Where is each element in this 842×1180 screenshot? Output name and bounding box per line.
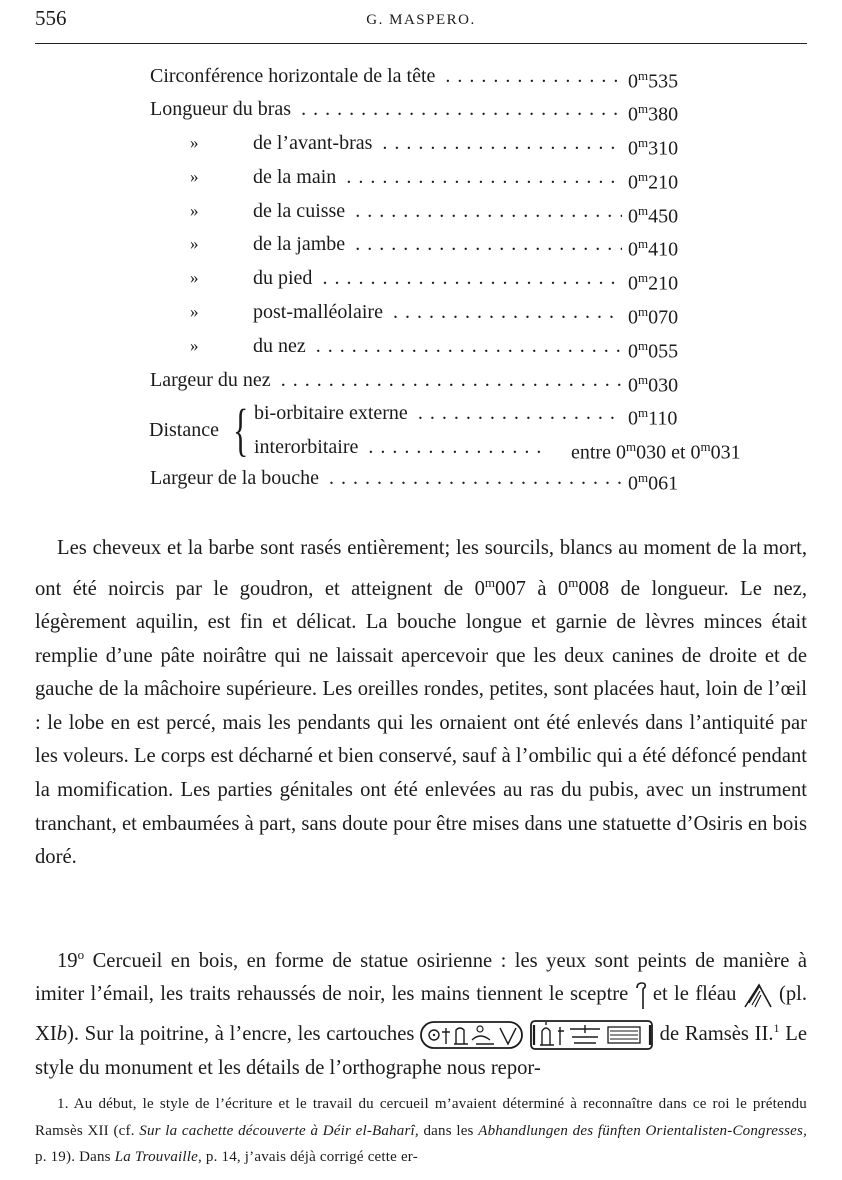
- paragraph-text: [35, 938, 807, 1085]
- cartouche-2-icon: [530, 1019, 654, 1051]
- flail-glyph-icon: [743, 983, 773, 1009]
- measurement-value: 0$^m$410: [628, 236, 679, 261]
- citation-title: La Trouvaille,: [114, 1149, 202, 1165]
- measurement-row: [0, 365, 842, 395]
- body-paragraph-2: [35, 938, 807, 1085]
- footnote: [35, 1091, 807, 1171]
- measurement-label: bi-orbitaire externe . . .: [254, 398, 622, 428]
- text-run: 19$^o$ Cercueil en bois, en forme de statue osirienne : les yeux sont peints de manière à imiter l’émail, les traits rehaussés de noir, les mains tiennent le sceptre: [35, 947, 807, 1006]
- measurement-row: [0, 128, 842, 158]
- measurement-value: 0$^m$055: [628, 338, 679, 363]
- footnote-text: [35, 1091, 807, 1171]
- distance-row: [0, 398, 842, 428]
- text-run: (pl. XIb). Sur la poitrine, à l’encre, les cartouches: [35, 983, 807, 1045]
- brace-icon: {: [233, 397, 249, 462]
- sceptre-glyph-icon: [635, 982, 647, 1010]
- measurement-value: 0$^m$210: [628, 270, 679, 295]
- text-run: p. 19). Dans: [35, 1149, 111, 1165]
- citation-title: Sur la cachette découverte à Déir el-Baharî,: [139, 1122, 419, 1139]
- measurement-label: Largeur du nez . . .: [150, 365, 622, 395]
- body-paragraph-1: [35, 532, 807, 875]
- ditto-mark: »: [190, 234, 199, 253]
- measurement-row: [0, 94, 842, 124]
- measurement-value: entre 0$^m$030 et 0$^m$031: [571, 439, 741, 464]
- running-head: G. MASPERO.: [366, 12, 476, 28]
- measurement-value: 0$^m$450: [628, 203, 679, 228]
- measurement-label: du pied . . .: [253, 263, 622, 293]
- measurement-row: [0, 297, 842, 327]
- distance-label: Distance: [149, 419, 219, 441]
- measurement-label: du nez . . .: [253, 331, 622, 361]
- ditto-mark: »: [190, 336, 199, 355]
- paragraph-text: Les cheveux et la barbe sont rasés entièrement; les sourcils, blancs au moment de la mort, ont été noircis par le goudron, et atteignent de 0$^m$007 à 0$^m$008 de longueur. Le nez, légèrement aquilin, est fin et délicat. La bouche longue et garnie de lèvres minces était remplie d’une pâte noirâtre qui ne laissait apercevoir que les deux canines de droite et de gauche de la mâchoire supérieure. Les oreilles rondes, petites, sont placées haut, loin de l’œil : le lobe en est percé, mais les pendants qui les ornaient ont été enlevés dans l’antiquité par les voleurs. Le corps est décharné et bien conservé, sauf à l’ombilic qui a été défoncé pendant la momification. Les parties génitales ont été enlevées au ras du pubis, avec un instrument tranchant, et embaumées à part, sans doute pour être mises dans une statuette d’Osiris en bois doré.: [35, 537, 807, 869]
- distance-row: [0, 432, 842, 462]
- measurement-label: Longueur du bras . . .: [150, 94, 622, 124]
- measurement-row: [0, 229, 842, 259]
- measurement-row: [0, 331, 842, 361]
- measurement-value: 0$^m$535: [628, 68, 679, 93]
- measurement-label: de l’avant-bras . . .: [253, 128, 622, 158]
- ditto-mark: »: [190, 167, 199, 186]
- text-run: 1. Au début, le style de l’écriture et le travail du cercueil m’avaient déterminé à reconnaître dans ce roi le prétendu Ramsès XII (cf.: [35, 1096, 807, 1139]
- text-run: et le fléau: [652, 983, 737, 1006]
- measurement-label: interorbitaire . . .: [254, 432, 549, 462]
- measurement-label: de la jambe . . .: [253, 229, 622, 259]
- measurement-value: 0$^m$061: [628, 470, 679, 495]
- measurement-label: de la cuisse . . .: [253, 196, 622, 226]
- ditto-mark: »: [190, 201, 199, 220]
- text-run: dans les: [423, 1122, 474, 1139]
- header-rule: [35, 43, 807, 44]
- measurement-label: de la main . . .: [253, 162, 622, 192]
- ditto-mark: »: [190, 302, 199, 321]
- measurement-value: 0$^m$380: [628, 101, 679, 126]
- measurement-row: [0, 162, 842, 192]
- measurement-label: post-malléolaire . . .: [253, 297, 622, 327]
- ditto-mark: »: [190, 268, 199, 287]
- text-run: de Ramsès II.$^1$ Le style du monument et les détails de l’orthographe nous repor-: [35, 1021, 808, 1079]
- cartouche-1-icon: [420, 1020, 524, 1050]
- measurement-value: 0$^m$310: [628, 135, 679, 160]
- measurement-row: [0, 61, 842, 91]
- measurement-value: 0$^m$110: [628, 405, 678, 430]
- measurement-label: Largeur de la bouche . . .: [150, 463, 622, 493]
- page-header: [35, 6, 807, 44]
- ditto-mark: »: [190, 133, 199, 152]
- measurement-value: 0$^m$070: [628, 304, 679, 329]
- measurement-label: Circonférence horizontale de la tête . . .: [150, 61, 622, 91]
- measurement-value: 0$^m$210: [628, 169, 679, 194]
- text-run: p. 14, j’avais déjà corrigé cette er-: [205, 1149, 418, 1165]
- measurement-value: 0$^m$030: [628, 372, 679, 397]
- measurement-row: [0, 196, 842, 226]
- citation-title: Abhandlungen des fünften Orientalisten-Congresses,: [478, 1122, 808, 1139]
- page-number: 556: [35, 6, 67, 30]
- measurement-row: [0, 263, 842, 293]
